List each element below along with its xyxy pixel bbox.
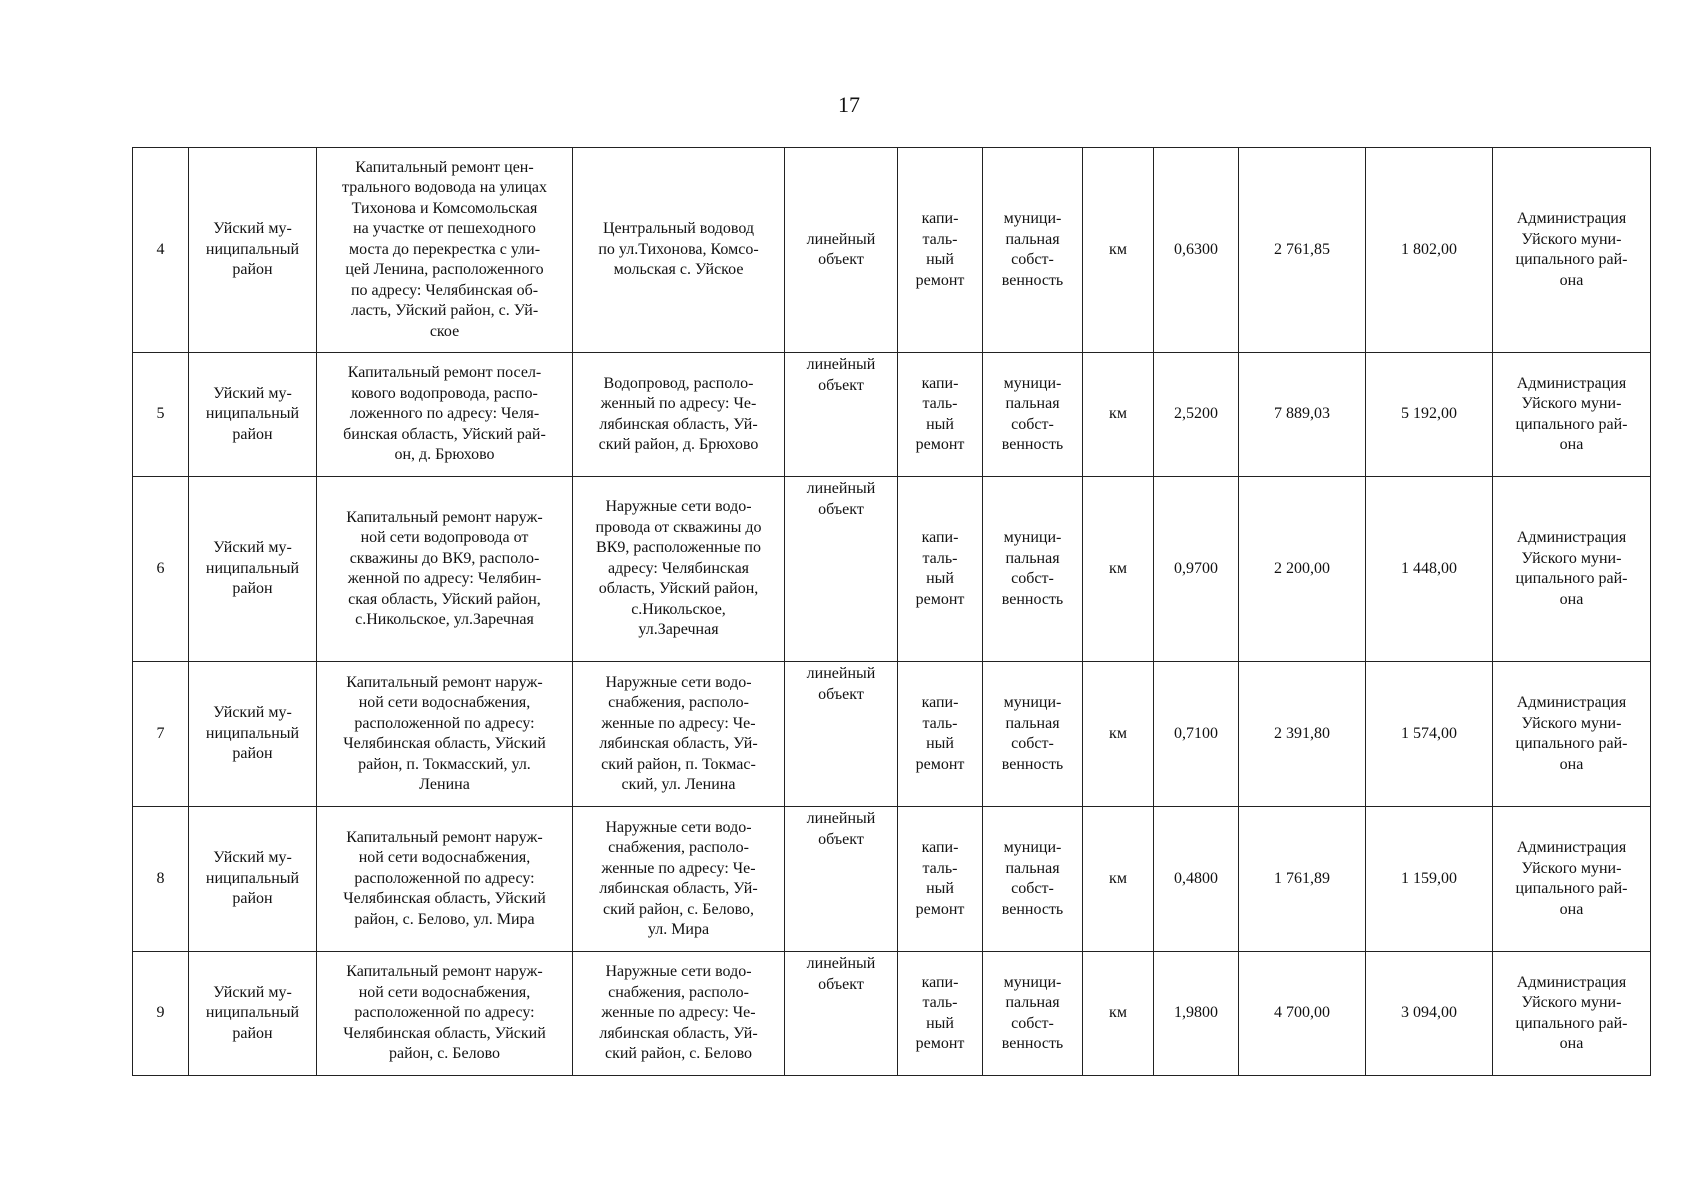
ownership-cell: муници- пальная собст- венность [983,353,1083,477]
unit-cell: км [1083,353,1154,477]
funding-cell: 1 448,00 [1366,477,1493,662]
table-row [133,353,1651,477]
page-number: 17 [838,92,860,117]
row-number: 6 [133,477,189,662]
district-cell: Уйский му- ниципальный район [189,952,317,1076]
object-name-cell: Наружные сети водо- снабжения, располо- женные по адресу: Че- лябинская область, Уй- ский район, с. Белово, ул. Мира [573,807,785,952]
row-number: 9 [133,952,189,1076]
unit-cell: км [1083,662,1154,807]
responsible-cell: Администрация Уйского муни- ципального рай- она [1493,952,1651,1076]
cost-cell: 2 761,85 [1239,148,1366,353]
row-number: 7 [133,662,189,807]
unit-cell: км [1083,807,1154,952]
district-cell: Уйский му- ниципальный район [189,148,317,353]
object-name-cell: Наружные сети водо- снабжения, располо- женные по адресу: Че- лябинская область, Уй- ский район, с. Белово [573,952,785,1076]
object-type-cell: линейный объект [785,148,898,353]
row-number: 4 [133,148,189,353]
district-cell: Уйский му- ниципальный район [189,662,317,807]
work-description-cell: Капитальный ремонт наруж- ной сети водоснабжения, расположенной по адресу: Челябинская область, Уйский район, с. Белово [317,952,573,1076]
responsible-cell: Администрация Уйского муни- ципального рай- она [1493,807,1651,952]
responsible-cell: Администрация Уйского муни- ципального рай- она [1493,353,1651,477]
work-description-cell: Капитальный ремонт посел- кового водопровода, распо- ложенного по адресу: Челя- бинская область, Уйский рай- он, д. Брюхово [317,353,573,477]
repair-type-cell: капи- таль- ный ремонт [898,148,983,353]
object-name-cell: Центральный водовод по ул.Тихонова, Комсо- мольская с. Уйское [573,148,785,353]
ownership-cell: муници- пальная собст- венность [983,807,1083,952]
quantity-cell: 0,6300 [1154,148,1239,353]
cost-cell: 1 761,89 [1239,807,1366,952]
table-row [133,807,1651,952]
quantity-cell: 0,9700 [1154,477,1239,662]
works-table [132,147,1651,1076]
table-row [133,477,1651,662]
cost-cell: 7 889,03 [1239,353,1366,477]
responsible-cell: Администрация Уйского муни- ципального рай- она [1493,662,1651,807]
ownership-cell: муници- пальная собст- венность [983,662,1083,807]
table-row [133,662,1651,807]
unit-cell: км [1083,952,1154,1076]
work-description-cell: Капитальный ремонт наруж- ной сети водоснабжения, расположенной по адресу: Челябинская область, Уйский район, с. Белово, ул. Мира [317,807,573,952]
ownership-cell: муници- пальная собст- венность [983,477,1083,662]
responsible-cell: Администрация Уйского муни- ципального рай- она [1493,477,1651,662]
funding-cell: 1 574,00 [1366,662,1493,807]
quantity-cell: 2,5200 [1154,353,1239,477]
row-number: 8 [133,807,189,952]
repair-type-cell: капи- таль- ный ремонт [898,662,983,807]
quantity-cell: 1,9800 [1154,952,1239,1076]
funding-cell: 1 802,00 [1366,148,1493,353]
repair-type-cell: капи- таль- ный ремонт [898,952,983,1076]
cost-cell: 2 200,00 [1239,477,1366,662]
table-row [133,148,1651,353]
quantity-cell: 0,4800 [1154,807,1239,952]
object-type-cell: линейный объект [785,952,898,1076]
funding-cell: 5 192,00 [1366,353,1493,477]
ownership-cell: муници- пальная собст- венность [983,952,1083,1076]
repair-type-cell: капи- таль- ный ремонт [898,353,983,477]
object-type-cell: линейный объект [785,353,898,477]
repair-type-cell: капи- таль- ный ремонт [898,477,983,662]
object-name-cell: Наружные сети водо- снабжения, располо- женные по адресу: Че- лябинская область, Уй- ский район, п. Токмас- ский, ул. Ленина [573,662,785,807]
ownership-cell: муници- пальная собст- венность [983,148,1083,353]
object-name-cell: Водопровод, располо- женный по адресу: Че- лябинская область, Уй- ский район, д. Брюхово [573,353,785,477]
row-number: 5 [133,353,189,477]
cost-cell: 4 700,00 [1239,952,1366,1076]
district-cell: Уйский му- ниципальный район [189,807,317,952]
district-cell: Уйский му- ниципальный район [189,477,317,662]
object-type-cell: линейный объект [785,477,898,662]
work-description-cell: Капитальный ремонт цен- трального водовода на улицах Тихонова и Комсомольская на участке от пешеходного моста до перекрестка с ули- цей Ленина, расположенного по адресу: Челябинская об- ласть, Уйский район, с. Уй- ское [317,148,573,353]
quantity-cell: 0,7100 [1154,662,1239,807]
funding-cell: 3 094,00 [1366,952,1493,1076]
repair-type-cell: капи- таль- ный ремонт [898,807,983,952]
object-type-cell: линейный объект [785,807,898,952]
responsible-cell: Администрация Уйского муни- ципального рай- она [1493,148,1651,353]
object-name-cell: Наружные сети водо- провода от скважины до ВК9, расположенные по адресу: Челябинская область, Уйский район, с.Никольское, ул.Заречная [573,477,785,662]
work-description-cell: Капитальный ремонт наруж- ной сети водопровода от скважины до ВК9, располо- женной по адресу: Челябин- ская область, Уйский район, с.Никольское, ул.Заречная [317,477,573,662]
unit-cell: км [1083,477,1154,662]
funding-cell: 1 159,00 [1366,807,1493,952]
work-description-cell: Капитальный ремонт наруж- ной сети водоснабжения, расположенной по адресу: Челябинская область, Уйский район, п. Токмасский, ул. Ленина [317,662,573,807]
district-cell: Уйский му- ниципальный район [189,353,317,477]
unit-cell: км [1083,148,1154,353]
cost-cell: 2 391,80 [1239,662,1366,807]
object-type-cell: линейный объект [785,662,898,807]
table-row [133,952,1651,1076]
